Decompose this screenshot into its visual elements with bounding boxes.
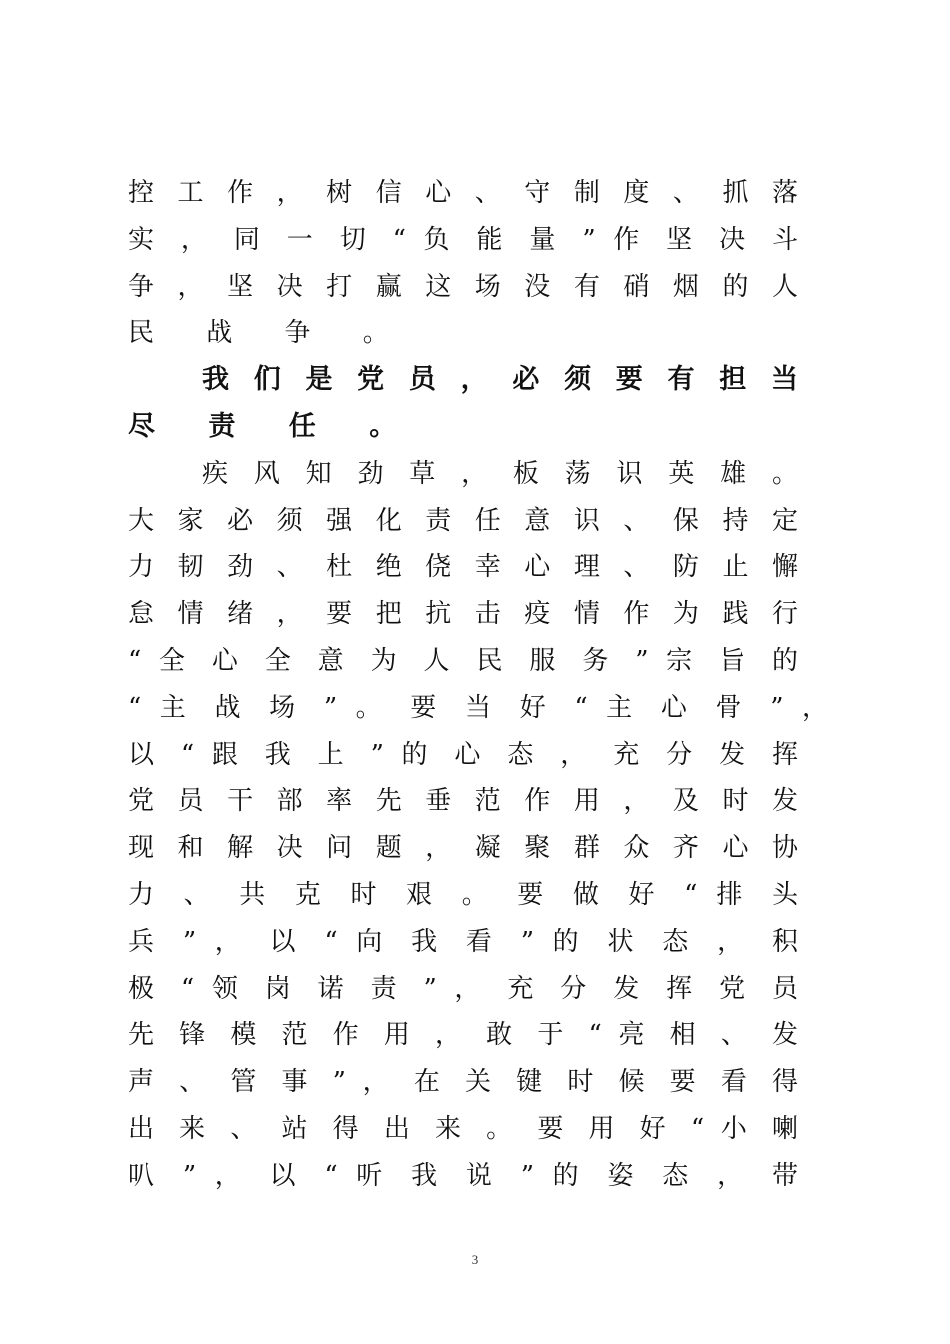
line-text: 出 来 、 站 得 出 来 。 要 用 好 “ 小 喇	[128, 1113, 798, 1144]
line-text: 力 、 共 克 时 艰 。 要 做 好 “ 排 头	[128, 879, 798, 910]
line-text: 叭 ” ， 以 “ 听 我 说 ” 的 姿 态 ， 带	[128, 1160, 798, 1191]
text-line	[128, 498, 838, 545]
text-line	[128, 638, 838, 685]
line-text: 现 和 解 决 问 题 ， 凝 聚 群 众 齐 心 协	[128, 833, 798, 864]
line-text: 先 锋 模 范 作 用 ， 敢 于 “ 亮 相 、 发	[128, 1020, 798, 1051]
line-text: 党 员 干 部 率 先 垂 范 作 用 ， 及 时 发	[128, 786, 798, 817]
text-line	[128, 732, 838, 779]
line-text: 民 战 争 。	[128, 318, 411, 349]
line-text: 声 、 管 事 ” ， 在 关 键 时 候 要 看 得	[128, 1067, 798, 1098]
text-line	[128, 264, 838, 311]
line-text: 尽 责 任 。	[128, 410, 419, 442]
line-text: 大 家 必 须 强 化 责 任 意 识 、 保 持 定	[128, 505, 798, 536]
line-text: 兵 ” ， 以 “ 向 我 看 ” 的 状 态 ， 积	[128, 926, 798, 957]
text-line	[128, 451, 838, 498]
text-line	[128, 1153, 838, 1200]
line-text: 以 “ 跟 我 上 ” 的 心 态 ， 充 分 发 挥	[128, 739, 798, 770]
text-line	[128, 1106, 838, 1153]
text-line	[128, 1012, 838, 1059]
text-line	[128, 544, 838, 591]
line-text: 力 韧 劲 、 杜 绝 侥 幸 心 理 、 防 止 懈	[128, 552, 798, 583]
line-text: 疾 风 知 劲 草 ， 板 荡 识 英 雄 。	[202, 458, 798, 489]
line-text: 争 ， 坚 决 打 赢 这 场 没 有 硝 烟 的 人	[128, 271, 798, 302]
text-line	[128, 685, 838, 732]
line-text: 控 工 作 ， 树 信 心 、 守 制 度 、 抓 落	[128, 178, 798, 208]
line-text: 我 们 是 党 员 ， 必 须 要 有 担 当	[202, 364, 798, 396]
text-line	[128, 825, 838, 872]
line-text: “ 全 心 全 意 为 人 民 服 务 ” 宗 旨 的	[128, 645, 798, 676]
text-line	[128, 310, 838, 357]
line-text: 实 ， 同 一 切 “ 负 能 量 ” 作 坚 决 斗	[128, 224, 798, 255]
line-text: 怠 情 绪 ， 要 把 抗 击 疫 情 作 为 践 行	[128, 599, 798, 630]
text-line	[128, 1059, 838, 1106]
text-line	[128, 872, 838, 919]
line-text: 极 “ 领 岗 诺 责 ” ， 充 分 发 挥 党 员	[128, 973, 798, 1004]
body-text	[128, 170, 838, 1200]
line-text: “ 主 战 场 ” 。 要 当 好 “ 主 心 骨 ” ，	[128, 692, 828, 723]
text-line	[128, 217, 838, 264]
heading-line	[128, 404, 838, 451]
text-line	[128, 778, 838, 825]
text-line	[128, 591, 838, 638]
text-line	[128, 919, 838, 966]
page-number: 3	[471, 1252, 479, 1267]
heading-line	[128, 357, 838, 404]
text-line	[128, 170, 838, 217]
text-line	[128, 966, 838, 1013]
